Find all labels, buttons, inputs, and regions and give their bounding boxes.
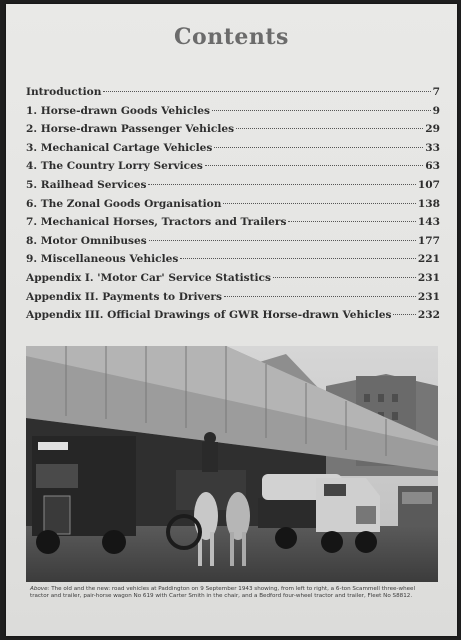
toc-entry-page-number: 9 — [432, 104, 440, 117]
toc-entry-page-number: 7 — [432, 86, 440, 98]
toc-entry — [26, 235, 440, 254]
toc-entry — [26, 179, 440, 198]
photo-illustration — [26, 346, 438, 582]
toc-leader-dots — [236, 128, 423, 129]
toc-entry-page-number: 177 — [417, 234, 440, 247]
toc-entry — [26, 86, 440, 105]
toc-entry-page-number: 33 — [425, 141, 440, 154]
toc-entry-title: Appendix III. Official Drawings of GWR Horse-drawn Vehicles — [26, 309, 392, 322]
toc-leader-dots — [205, 165, 423, 166]
toc-entry — [26, 291, 440, 310]
toc-entry-page-number: 143 — [417, 216, 440, 229]
toc-entry — [26, 216, 440, 235]
toc-leader-dots — [223, 203, 415, 204]
toc-entry — [26, 272, 440, 291]
toc-entry — [26, 253, 440, 272]
toc-entry-page-number: 107 — [417, 178, 440, 191]
toc-entry-title: 9. Miscellaneous Vehicles — [26, 253, 179, 266]
toc-entry-page-number: 63 — [425, 160, 440, 173]
toc-entry-page-number: 232 — [417, 309, 440, 322]
toc-entry-page-number: 221 — [417, 253, 440, 266]
photograph-paddington-vehicles — [26, 346, 438, 582]
toc-entry-title: Appendix II. Payments to Drivers — [26, 290, 222, 303]
toc-entry — [26, 105, 440, 124]
toc-entry-title: 2. Horse-drawn Passenger Vehicles — [26, 123, 235, 136]
book-page — [6, 4, 457, 636]
toc-entry-page-number: 29 — [425, 123, 440, 136]
toc-entry — [26, 309, 440, 328]
toc-leader-dots — [148, 184, 415, 185]
toc-leader-dots — [273, 277, 416, 278]
toc-entry-title: 4. The Country Lorry Services — [26, 160, 203, 173]
toc-leader-dots — [180, 258, 416, 259]
toc-leader-dots — [103, 91, 430, 92]
toc-entry — [26, 198, 440, 217]
toc-leader-dots — [214, 147, 423, 148]
toc-entry-title: Introduction — [26, 86, 102, 98]
toc-entry-title: Appendix I. 'Motor Car' Service Statistics — [26, 271, 271, 284]
table-of-contents — [26, 86, 440, 328]
toc-leader-dots — [393, 314, 415, 315]
toc-entry — [26, 123, 440, 142]
toc-entry-page-number: 138 — [417, 197, 440, 210]
toc-entry-title: 1. Horse-drawn Goods Vehicles — [26, 104, 210, 117]
toc-entry-page-number: 231 — [417, 290, 440, 303]
caption-lead: Above: — [30, 586, 50, 592]
caption-text: The old and the new: road vehicles at Paddington on 9 September 1943 showing, from left to right, a 6-ton Scammell three-wheel tractor and trailer, pair-horse wagon No 619 with Carter Smith in the chair, and a Bedford four-wheel tractor and trailer, Fleet No S8812. — [30, 586, 416, 600]
toc-entry-title: 6. The Zonal Goods Organisation — [26, 197, 222, 210]
toc-leader-dots — [149, 240, 416, 241]
toc-entry-title: 3. Mechanical Cartage Vehicles — [26, 141, 213, 154]
toc-entry-title: 7. Mechanical Horses, Tractors and Trailers — [26, 216, 287, 229]
toc-leader-dots — [224, 296, 416, 297]
toc-leader-dots — [212, 110, 431, 111]
toc-entry — [26, 160, 440, 179]
photo-caption — [30, 586, 434, 601]
toc-entry-title: 8. Motor Omnibuses — [26, 234, 147, 247]
toc-leader-dots — [288, 221, 415, 222]
page-title: Contents — [174, 24, 289, 50]
toc-entry-title: 5. Railhead Services — [26, 178, 147, 191]
toc-entry — [26, 142, 440, 161]
toc-entry-page-number: 231 — [417, 271, 440, 284]
